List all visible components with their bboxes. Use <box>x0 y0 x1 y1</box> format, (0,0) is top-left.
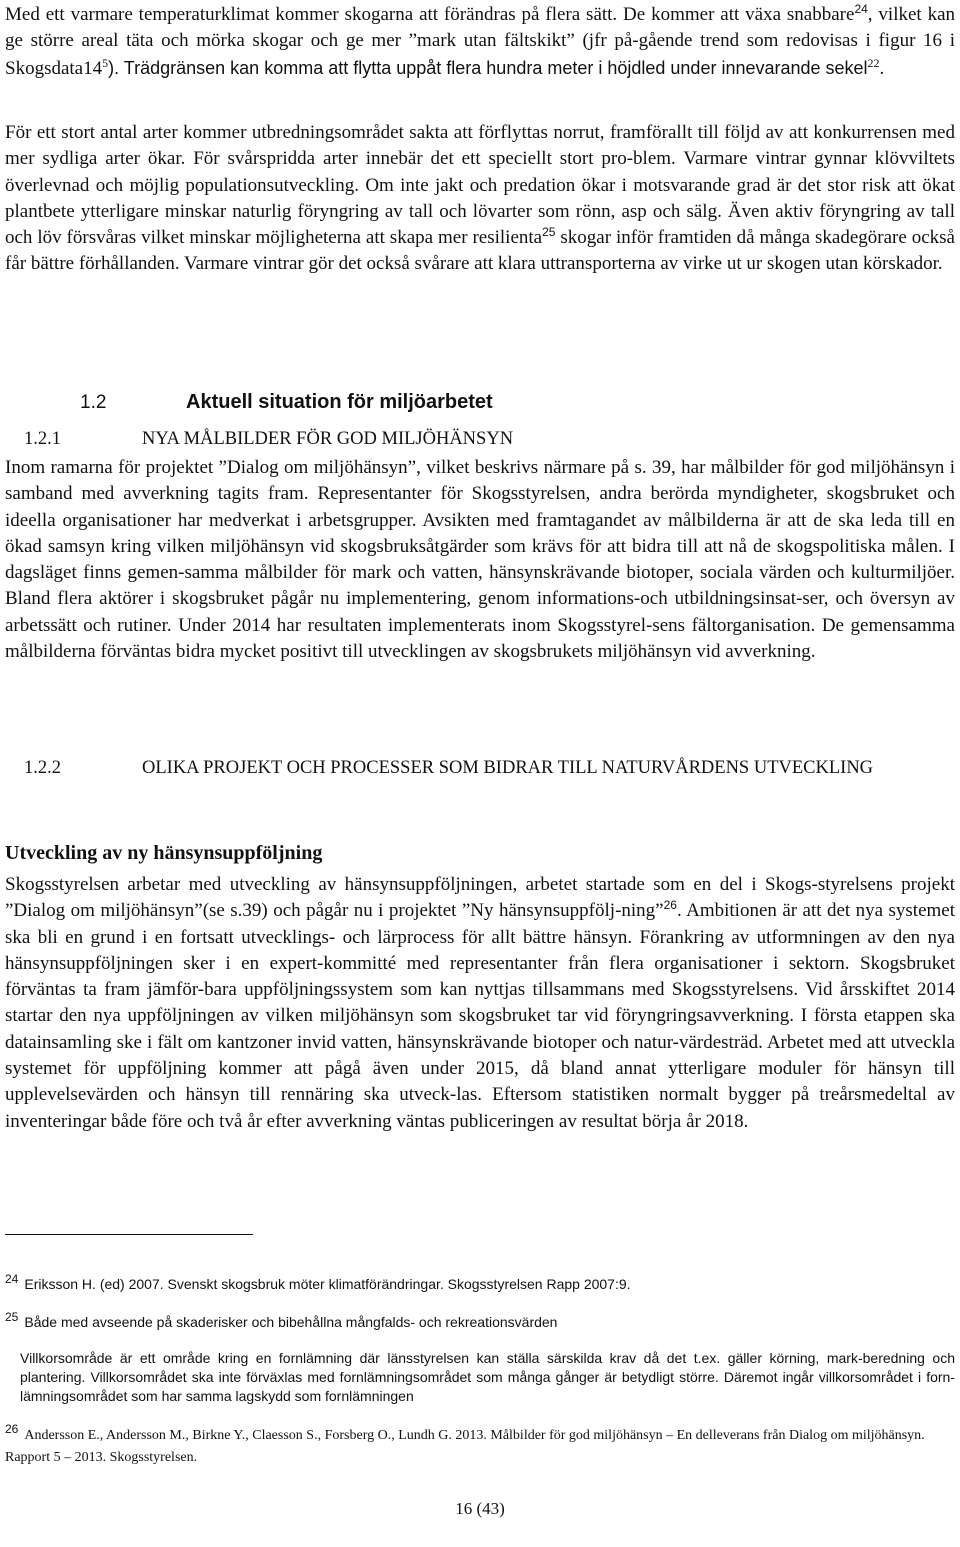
intro-paragraph <box>5 2 955 82</box>
species-text-1: För ett stort antal arter kommer utbredningsområdet sakta att förflyttas norrut, framförallt till följd av att konkurrensen med mer sydliga arter ökar. För svårspridda arter innebär det ett speciellt stort pro-blem. Varmare vintrar gynnar klövviltets överlevnad och möjlig populationsutveckling. Om inte jakt och predation ökar i motsvarande grad är det stor risk att ökat plantbete ytterligare minskar naturlig föryngring av tall och lövarter som rönn, asp och sälg. Även aktiv föryngring av tall och löv försvåras vilket minskar möjligheterna att skapa mer resilienta <box>5 122 955 249</box>
footnote-ref-24: 24 <box>854 2 868 16</box>
footnote-ref-25: 25 <box>542 225 556 240</box>
footnote-text: Andersson E., Andersson M., Birkne Y., Claesson S., Forsberg O., Lundh G. 2013. Målbilder för god miljöhänsyn – En delleverans från Dialog om miljöhänsyn. Rapport 5 – 2013. Skogsstyrelsen. <box>5 1428 925 1465</box>
intro-text-3: ). Trädgränsen kan komma att flytta uppåt flera hundra meter i höjdled under innevarande sekel <box>108 57 868 78</box>
footnote-26 <box>5 1418 955 1469</box>
subsection-text-1: Skogsstyrelsen arbetar med utveckling av hänsynsuppföljningen, arbetet startade som en del i Skogs-styrelsens projekt ”Dialog om miljöhänsyn”(se s.39) och pågår nu i projektet ”Ny hänsynsuppfölj-ning” <box>5 874 955 922</box>
footnote-number: 24 <box>5 1272 19 1286</box>
species-text-2: skogar inför framtiden då många skadegörare också får bättre förhållanden. Varmare vintrar gör det också svårare att klara uttransporterna av virke ut ur skogen utan körskador. <box>5 227 955 275</box>
footnote-ref-22: 22 <box>867 55 880 70</box>
section-heading-1-2-2 <box>24 753 902 784</box>
malbilder-paragraph: Inom ramarna för projektet ”Dialog om miljöhänsyn”, vilket beskrivs närmare på s. 39, har målbilder för god miljöhänsyn i samband med avverkning tagits fram. Representanter för Skogsstyrelsen, andra berörda myndigheter, skogsbruket och ideella organisationer har medverkat i arbetsgrupper. Avsikten med framtagandet av målbilderna är att de ska leda till en ökad samsyn kring vilken miljöhänsyn vid skogsbruksåtgärder som krävs för att bidra till att nå de skogspolitiska målen. I dagsläget finns gemen-samma målbilder för mark och vatten, hänsynskrävande biotoper, sociala värden och kulturmiljöer. Bland flera aktörer i skogsbruket pågår nu implementering, genom informations-och utbildningsinsat-ser, och översyn av arbetssätt och rutiner. Under 2014 har resultaten implementerats inom Skogsstyrel-sens fältorganisation. De gemensamma målbilderna förväntas bidra mycket positivt till utvecklingen av skogsbrukets miljöhänsyn vid avverkning. <box>5 457 955 663</box>
section-heading-1-2-1 <box>24 424 902 455</box>
subsection-heading: Utveckling av ny hänsynsuppföljning <box>5 842 323 864</box>
intro-text-1: Med ett varmare temperaturklimat kommer skogarna att förändras på flera sätt. De kommer att växa snabbare <box>5 4 855 25</box>
section-heading-1-2 <box>80 389 493 416</box>
section-number: 1.2.2 <box>24 758 61 778</box>
section-title: NYA MÅLBILDER FÖR GOD MILJÖHÄNSYN <box>142 429 514 449</box>
footnote-number: 26 <box>5 1422 19 1436</box>
footnote-25 <box>5 1308 955 1332</box>
footnote-ref-26: 26 <box>663 898 677 913</box>
section-number: 1.2.1 <box>24 429 61 449</box>
intro-text-4: . <box>879 57 885 79</box>
footnote-24 <box>5 1270 955 1294</box>
page-number: 16 (43) <box>455 1499 505 1518</box>
species-paragraph <box>5 120 955 278</box>
section-title: OLIKA PROJEKT OCH PROCESSER SOM BIDRAR TILL NATURVÅRDENS UTVECKLING <box>142 758 874 778</box>
subsection-text-2: . Ambitionen är att det nya systemet ska bli en grund i en fortsatt utvecklings- och lärprocess för allt bättre hänsyn. Förankring av utformningen av den nya hänsynsuppföljningen sker i en expert-kommitté med representanter från flera organisationer i sektorn. Skogsbruket förväntas ta fram jämför-bara uppföljningssystem som kan nyttjas tillsammans med Skogsstyrelsens. Vid årsskiftet 2014 startar den nya uppföljningen av vilken miljöhänsyn som skogsbruket tar vid föryngringsavverkning. I första etappen ska datainsamling ske i fält om kantzoner invid vatten, hänsynskrävande biotoper och natur-värdesträd. Arbetet med att utveckla systemet för uppföljning kommer att pågå även under 2015, då bland annat ytterligare moduler för hänsyn till upplevelsevärden och hänsyn till rennäring ska utveck-las. Eftersom statistiken normalt bygger på treårsmedeltal av inventeringar både före och två år efter avverkning väntas publiceringen av resultat börja år 2018. <box>5 900 955 1132</box>
footnote-separator <box>5 1234 253 1235</box>
hansynsuppfoljning-paragraph <box>5 872 955 1135</box>
footnote-text: Eriksson H. (ed) 2007. Svenskt skogsbruk möter klimatförändringar. Skogsstyrelsen Rapp 2007:9. <box>24 1276 631 1292</box>
section-number: 1.2 <box>80 392 107 413</box>
footnote-25-extra: Villkorsområde är ett område kring en fornlämning där länsstyrelsen kan ställa särskilda krav då det t.ex. gäller körning, mark-beredning och plantering. Villkorsområdet ska inte förväxlas med fornlämningsområdet som många gånger är betydligt större. Däremot ingår villkorsområdet i forn-lämningsområdet som har samma lagskydd som fornlämningen <box>20 1350 955 1404</box>
section-title: Aktuell situation för miljöarbetet <box>186 391 493 413</box>
intro-text-2: , vilket kan ge större areal täta och mörka skogar och ge mer ”mark utan fältskikt” (jfr på-gående trend som redovisas i figur 16 i Skogsdata14 <box>5 4 956 79</box>
footnote-number: 25 <box>5 1310 19 1324</box>
footnote-text: Både med avseende på skaderisker och bibehållna mångfalds- och rekreationsvärden <box>24 1314 558 1330</box>
footnote-ref-5: 5 <box>102 55 109 70</box>
